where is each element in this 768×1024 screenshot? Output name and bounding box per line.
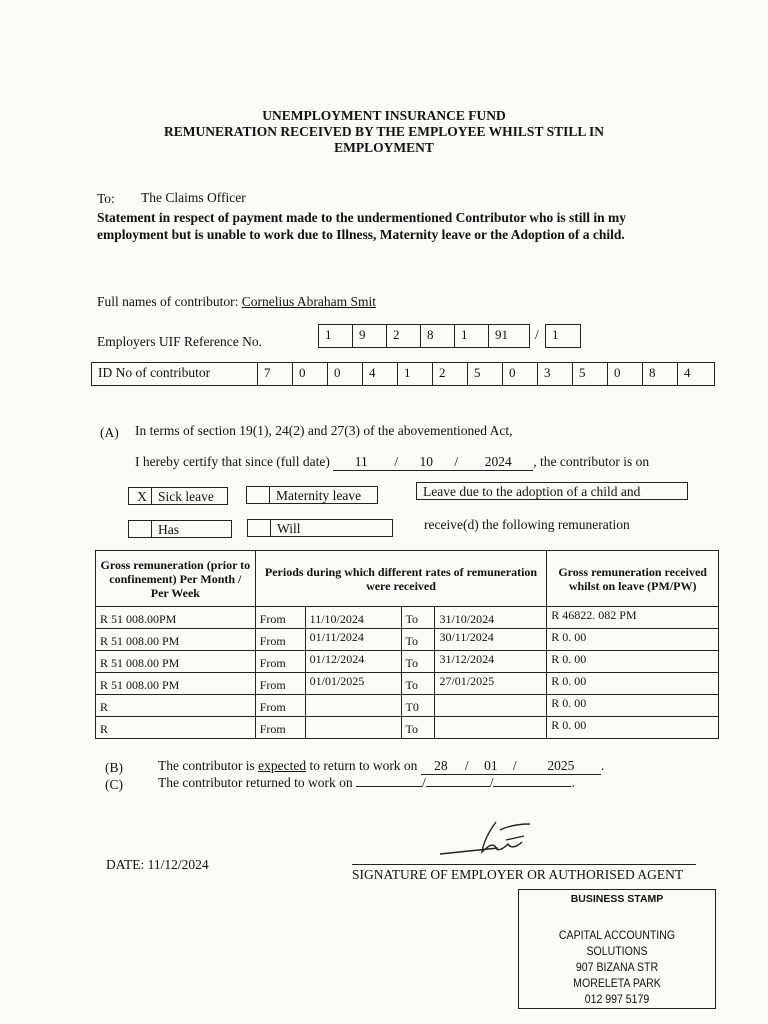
remuneration-table (95, 550, 719, 739)
from-date[interactable] (305, 717, 401, 739)
returned-month[interactable] (426, 786, 490, 787)
received-cell[interactable]: R 0. 00 (547, 651, 719, 673)
form-subtitle: REMUNERATION RECEIVED BY THE EMPLOYEE WHILST STILL IN (164, 124, 604, 139)
to-label: To (401, 651, 435, 673)
to-date[interactable]: 31/10/2024 (435, 607, 547, 629)
uif-digit: 9 (353, 325, 387, 347)
date-slash: / (449, 454, 463, 471)
from-date[interactable]: 01/01/2025 (305, 673, 401, 695)
date-slash: / (461, 758, 473, 775)
uif-suffix-box[interactable] (545, 324, 581, 348)
id-digit: 0 (293, 363, 328, 385)
received-cell[interactable]: R 0. 00 (547, 629, 719, 651)
certify-day[interactable]: 11 (333, 454, 389, 471)
to-label: To (401, 717, 435, 739)
statement-line1: Statement in respect of payment made to the undermentioned Contributor who is still in my (97, 210, 626, 225)
signature-drawing (438, 810, 538, 866)
to-label: To (401, 607, 435, 629)
section-b-text-post: to return to work on (306, 758, 418, 773)
date-value[interactable]: 11/12/2024 (147, 857, 209, 872)
col-gross-header: Gross remuneration (prior to confinement) Per Month / Per Week (96, 551, 256, 607)
section-b-row: The contributor is expected to return to work on 28 / 01 / 2025 . (158, 758, 605, 773)
adoption-leave-label: Leave due to the adoption of a child and (423, 484, 641, 499)
to-value: The Claims Officer (141, 190, 246, 205)
sick-leave-checkbox[interactable] (128, 487, 228, 505)
received-cell[interactable]: R 0. 00 (547, 717, 719, 739)
section-b-text-pre: The contributor is (158, 758, 259, 773)
to-label: To (401, 673, 435, 695)
id-digit: 7 (258, 363, 293, 385)
received-cell[interactable]: R 0. 00 (547, 673, 719, 695)
section-b-expected: expected (258, 758, 307, 773)
stamp-phone: 012 997 5179 (584, 992, 650, 1006)
signature-line (352, 864, 696, 865)
section-c-row: The contributor returned to work on / / . (158, 775, 575, 790)
stamp-title: BUSINESS STAMP (570, 893, 664, 905)
from-date[interactable]: 11/10/2024 (305, 607, 401, 629)
uif-digit: 2 (387, 325, 421, 347)
date-label: DATE: (106, 857, 145, 872)
from-label: From (255, 607, 305, 629)
from-label: From (255, 673, 305, 695)
stamp-company: CAPITAL ACCOUNTING SOLUTIONS (558, 928, 676, 958)
gross-cell[interactable]: R 51 008.00 PM (96, 629, 256, 651)
date-slash: / (389, 454, 403, 471)
maternity-leave-label: Maternity leave (276, 488, 362, 503)
id-digit: 5 (468, 363, 503, 385)
date-row (106, 857, 209, 873)
sick-leave-label: Sick leave (158, 489, 214, 504)
gross-cell[interactable]: R (96, 695, 256, 717)
returned-year[interactable] (493, 786, 571, 787)
table-row (96, 673, 719, 695)
id-digit: 0 (608, 363, 643, 385)
has-label: Has (158, 522, 179, 537)
table-row (96, 651, 719, 673)
id-label: ID No of contributor (92, 363, 258, 385)
from-date[interactable]: 01/11/2024 (305, 629, 401, 651)
to-date[interactable]: 30/11/2024 (435, 629, 547, 651)
section-b-marker: (B) (105, 760, 123, 775)
sick-leave-mark: X (133, 488, 152, 504)
id-digit: 5 (573, 363, 608, 385)
id-digit: 1 (398, 363, 433, 385)
table-row (96, 607, 719, 629)
uif-digit: 1 (455, 325, 489, 347)
certify-suffix: , the contributor is on (533, 454, 650, 469)
date-slash: / (421, 775, 426, 790)
has-checkbox[interactable] (128, 520, 232, 538)
business-stamp (518, 889, 716, 1009)
from-label: From (255, 717, 305, 739)
uif-suffix: 1 (552, 327, 559, 342)
stamp-street: 907 BIZANA STR (575, 960, 659, 974)
id-digit: 0 (503, 363, 538, 385)
col-received-header: Gross remuneration received whilst on leave (PM/PW) (547, 551, 719, 607)
gross-cell[interactable]: R 51 008.00 PM (96, 673, 256, 695)
id-digit: 4 (684, 365, 691, 380)
section-c-marker: (C) (105, 777, 123, 792)
received-cell[interactable]: R 46822. 082 PM (547, 607, 719, 629)
adoption-leave-checkbox[interactable] (416, 482, 688, 500)
full-names-row (97, 294, 376, 310)
date-slash: / (489, 775, 494, 790)
certify-prefix: I hereby certify that since (full date) (135, 454, 330, 469)
gross-cell[interactable]: R 51 008.00 PM (96, 651, 256, 673)
will-label: Will (277, 521, 301, 536)
uif-label: Employers UIF Reference No. (97, 334, 262, 349)
id-number-row[interactable] (91, 362, 715, 386)
to-label: To: (97, 191, 115, 206)
return-year[interactable]: 2025 (521, 758, 601, 775)
date-slash: / (509, 758, 521, 775)
from-date[interactable]: 01/12/2024 (305, 651, 401, 673)
full-names-value[interactable]: Cornelius Abraham Smit (241, 294, 376, 309)
gross-cell[interactable]: R (96, 717, 256, 739)
section-a-text: In terms of section 19(1), 24(2) and 27(3) of the abovementioned Act, (135, 423, 513, 438)
form-subtitle-cont: EMPLOYMENT (334, 140, 434, 155)
to-label: T0 (401, 695, 435, 717)
receive-text: receive(d) the following remuneration (424, 517, 630, 532)
stamp-suburb: MORELETA PARK (573, 976, 661, 990)
from-label: From (255, 651, 305, 673)
full-names-label: Full names of contributor: (97, 294, 239, 309)
to-label: To (401, 629, 435, 651)
will-checkbox[interactable] (247, 519, 393, 537)
certify-month[interactable]: 10 (403, 454, 449, 471)
statement-line2: employment but is unable to work due to Illness, Maternity leave or the Adoption of a child. (97, 227, 625, 242)
return-month[interactable]: 01 (473, 758, 509, 775)
uif-digit-boxes[interactable] (318, 324, 530, 348)
id-digit: 4 (363, 363, 398, 385)
received-cell[interactable]: R 0. 00 (547, 695, 719, 717)
id-digit: 3 (538, 363, 573, 385)
will-mark (252, 520, 271, 536)
table-header-row (96, 551, 719, 607)
to-date[interactable]: 27/01/2025 (435, 673, 547, 695)
signature-label: SIGNATURE OF EMPLOYER OR AUTHORISED AGENT (352, 867, 684, 882)
form-title: UNEMPLOYMENT INSURANCE FUND (262, 108, 506, 123)
return-day[interactable]: 28 (421, 758, 461, 775)
certify-year[interactable]: 2024 (463, 454, 533, 471)
id-digit: 8 (643, 363, 678, 385)
to-date[interactable] (435, 695, 547, 717)
id-digit: 2 (433, 363, 468, 385)
maternity-leave-checkbox[interactable] (246, 486, 378, 504)
certify-row (135, 454, 649, 471)
id-digit: 0 (328, 363, 363, 385)
section-a-marker: (A) (100, 425, 119, 440)
from-label: From (255, 695, 305, 717)
from-date[interactable] (305, 695, 401, 717)
uif-digit: 91 (495, 327, 508, 342)
has-mark (133, 521, 152, 537)
to-date[interactable]: 31/12/2024 (435, 651, 547, 673)
returned-day[interactable] (356, 786, 422, 787)
to-date[interactable] (435, 717, 547, 739)
uif-digit: 1 (319, 325, 353, 347)
table-row (96, 717, 719, 739)
maternity-leave-mark (251, 487, 270, 503)
section-c-text: The contributor returned to work on (158, 775, 353, 790)
table-row (96, 629, 719, 651)
uif-digit: 8 (421, 325, 455, 347)
col-periods-header: Periods during which different rates of remuneration were received (255, 551, 547, 607)
from-label: From (255, 629, 305, 651)
table-row (96, 695, 719, 717)
uif-separator: / (535, 327, 539, 342)
gross-cell[interactable]: R 51 008.00PM (96, 607, 256, 629)
